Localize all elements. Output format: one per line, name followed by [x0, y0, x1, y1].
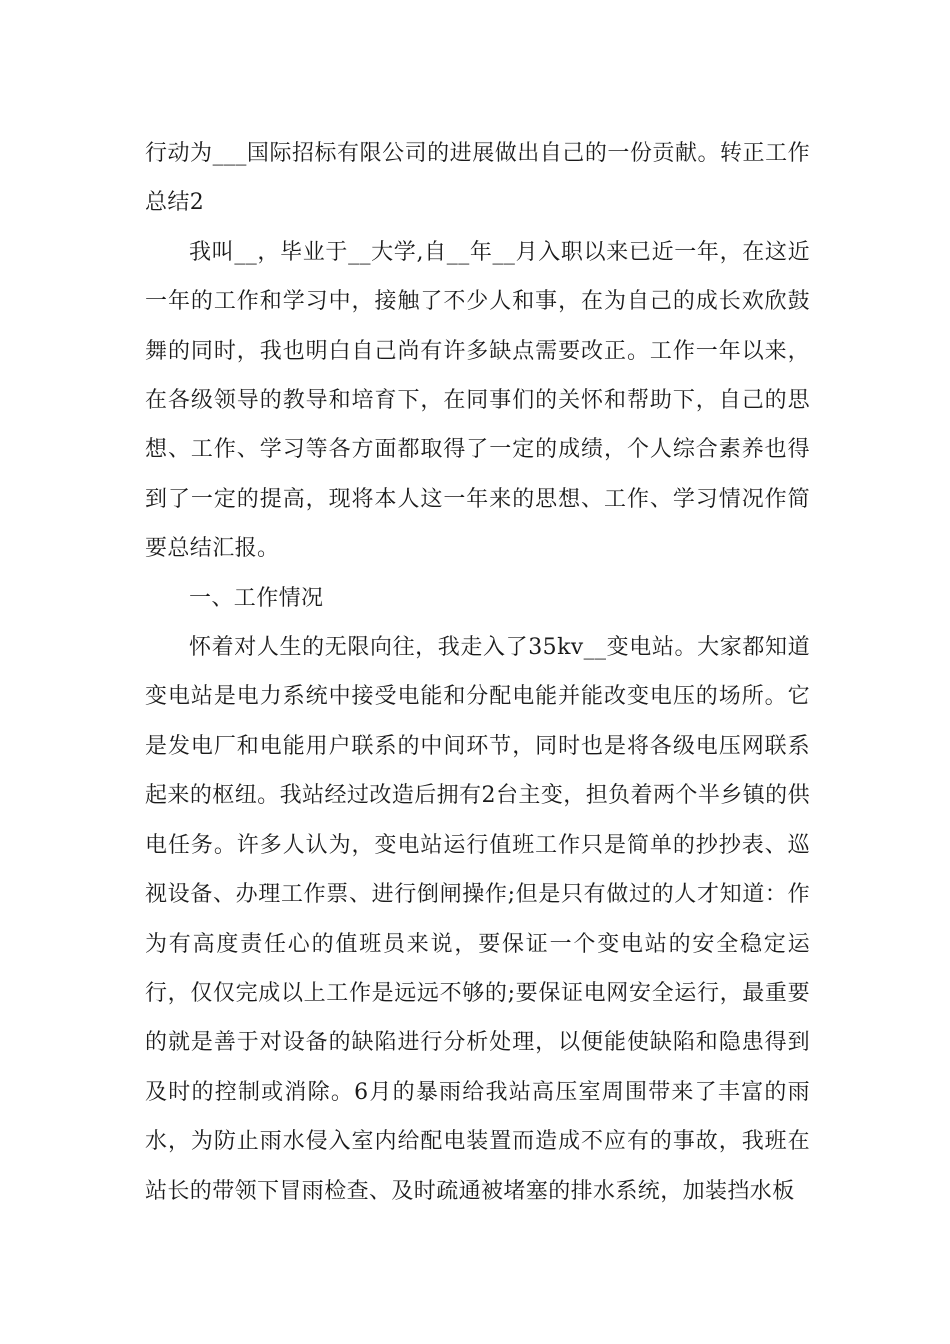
- paragraph-introduction: 我叫__，毕业于__大学,自__年__月入职以来已近一年，在这近一年的工作和学习中，接触了不少人和事，在为自己的成长欢欣鼓舞的同时，我也明白自己尚有许多缺点需要改正。工作一年以来，在各级领导的教导和培育下，在同事们的关怀和帮助下，自己的思想、工作、学习等各方面都取得了一定的成绩，个人综合素养也得到了一定的提高，现将本人这一年来的思想、工作、学习情况作简要总结汇报。: [145, 239, 810, 562]
- paragraph-work-description: 怀着对人生的无限向往，我走入了35kv__变电站。大家都知道变电站是电力系统中接受电能和分配电能并能改变电压的场所。它是发电厂和电能用户联系的中间环节，同时也是将各级电压网联系起来的枢纽。我站经过改造后拥有2台主变，担负着两个半乡镇的供电任务。许多人认为，变电站运行值班工作只是简单的抄抄表、巡视设备、办理工作票、进行倒闸操作;但是只有做过的人才知道：作为有高度责任心的值班员来说，要保证一个变电站的安全稳定运行，仅仅完成以上工作是远远不够的;要保证电网安全运行，最重要的就是善于对设备的缺陷进行分析处理，以便能使缺陷和隐患得到及时的控制或消除。6月的暴雨给我站高压室周围带来了丰富的雨水，为防止雨水侵入室内给配电装置而造成不应有的事故，我班在站长的带领下冒雨检查、及时疏通被堵塞的排水系统，加装挡水板: [145, 635, 810, 1204]
- section-heading-work-situation: 一、工作情况: [189, 585, 324, 611]
- paragraph-closing-line: 行动为___国际招标有限公司的进展做出自己的一份贡献。转正工作总结2: [145, 141, 810, 216]
- document-body: [145, 129, 810, 1216]
